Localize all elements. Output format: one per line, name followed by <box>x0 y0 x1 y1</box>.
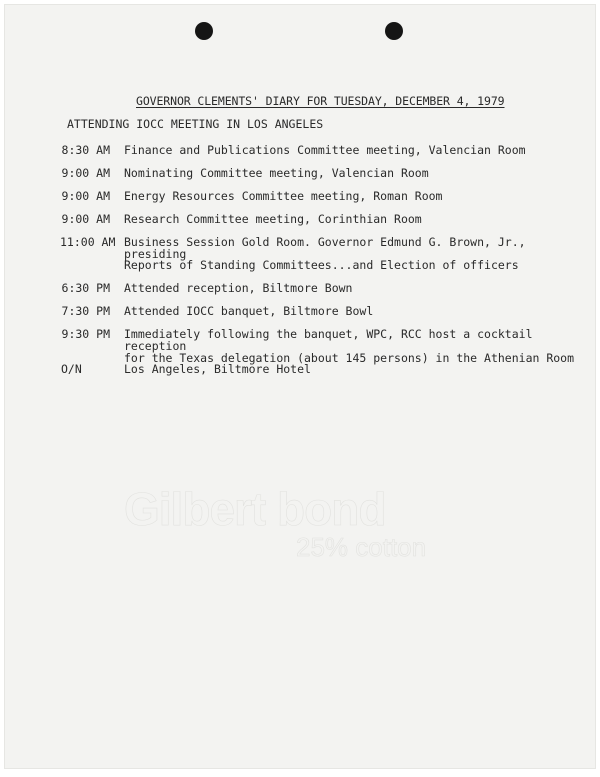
entry-time: 9:30 PM <box>61 327 110 341</box>
entry-text: Nominating Committee meeting, Valencian Room <box>124 166 429 180</box>
entry-text: Attended IOCC banquet, Biltmore Bowl <box>124 304 374 318</box>
entry-text: Immediately following the banquet, WPC, RCC host a cocktail reception for the Texas delegation (about 145 persons) in the Athenian Room <box>124 327 575 365</box>
document-page <box>4 4 596 769</box>
punch-hole-right <box>385 22 403 40</box>
entry-time: 7:30 PM <box>61 304 110 318</box>
page-title: GOVERNOR CLEMENTS' DIARY FOR TUESDAY, DECEMBER 4, 1979 <box>136 94 505 108</box>
entry-text: Attended reception, Biltmore Bown <box>124 281 353 295</box>
watermark-brand: Gilbert bond <box>124 483 386 535</box>
entry-text: Los Angeles, Biltmore Hotel <box>124 362 311 376</box>
entry-time: 9:00 AM <box>61 212 110 226</box>
entry-time: 8:30 AM <box>61 143 110 157</box>
entry-text: Finance and Publications Committee meeting, Valencian Room <box>124 143 526 157</box>
entry-text: Reports of Standing Committees...and Election of officers <box>124 258 519 272</box>
page-subtitle: ATTENDING IOCC MEETING IN LOS ANGELES <box>67 117 324 131</box>
punch-hole-left <box>195 22 213 40</box>
entry-time: 9:00 AM <box>61 189 110 203</box>
entry-text: Energy Resources Committee meeting, Roman Room <box>124 189 443 203</box>
entry-time: 11:00 AM <box>60 235 116 249</box>
entry-text: Research Committee meeting, Corinthian Room <box>124 212 422 226</box>
entry-time: 9:00 AM <box>61 166 110 180</box>
entry-time: 6:30 PM <box>61 281 110 295</box>
entry-time: O/N <box>61 362 82 376</box>
entry-text: Business Session Gold Room. Governor Edmund G. Brown, Jr., presiding <box>124 235 526 261</box>
watermark-cotton: 25% cotton <box>296 532 427 562</box>
